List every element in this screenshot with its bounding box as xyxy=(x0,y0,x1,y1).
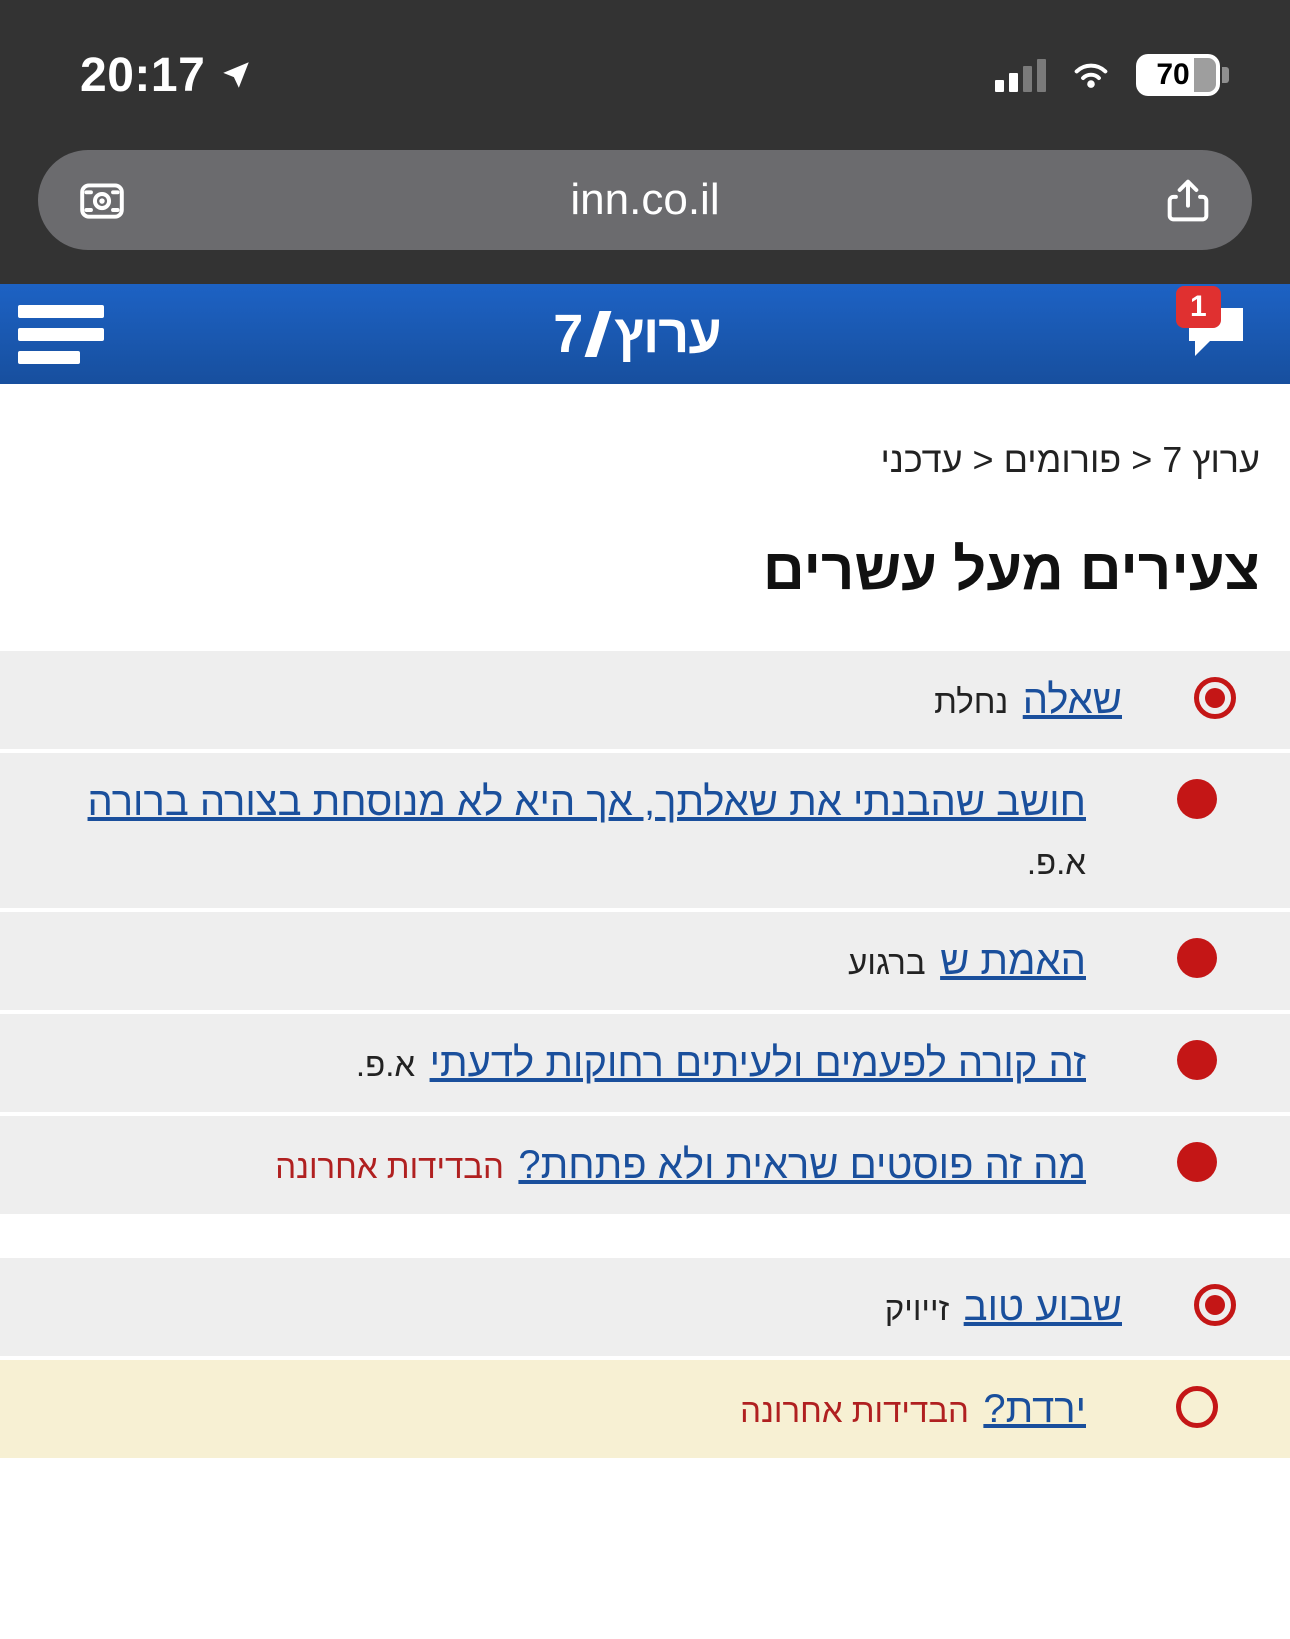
read-dot-icon xyxy=(1177,1142,1217,1182)
thread-marker-cell xyxy=(1104,1360,1290,1428)
battery-indicator xyxy=(1136,54,1220,96)
thread-author: ברגוע xyxy=(848,943,926,981)
location-arrow-icon xyxy=(219,58,253,92)
thread-title-link[interactable]: ירדת? xyxy=(983,1386,1086,1431)
thread-author: א.פ. xyxy=(355,1045,416,1083)
url-bar[interactable] xyxy=(38,150,1252,250)
thread-row[interactable] xyxy=(0,1014,1290,1116)
thread-row-body xyxy=(0,753,1104,908)
read-dot-icon xyxy=(1177,938,1217,978)
thread-marker-cell xyxy=(1104,912,1290,978)
thread-row-body xyxy=(0,912,1104,1010)
unread-ring-icon xyxy=(1194,677,1236,719)
thread-marker-cell xyxy=(1104,1014,1290,1080)
url-text[interactable]: inn.co.il xyxy=(570,175,720,224)
logo-slash-icon xyxy=(585,311,612,357)
thread-row[interactable] xyxy=(0,912,1290,1014)
notification-badge: 1 xyxy=(1176,286,1221,328)
cellular-signal-icon xyxy=(995,58,1046,92)
thread-title-link[interactable]: שבוע טוב xyxy=(963,1284,1122,1329)
thread-marker-cell xyxy=(1104,1116,1290,1182)
thread-title-link[interactable]: חושב שהבנתי את שאלתך, אך היא לא מנוסחת בצורה ברורה xyxy=(87,780,1086,824)
status-clock: 20:17 xyxy=(80,48,206,102)
site-logo-text: ערוץ xyxy=(614,304,721,364)
hamburger-menu-icon[interactable] xyxy=(18,305,104,364)
thread-title-link[interactable]: זה קורה לפעמים ולעיתים רחוקות לדעתי xyxy=(429,1040,1086,1085)
thread-row[interactable] xyxy=(0,1258,1290,1360)
thread-title-link[interactable]: האמת ש xyxy=(940,938,1086,983)
site-header xyxy=(0,284,1290,384)
thread-marker-cell xyxy=(1104,753,1290,819)
status-bar-right xyxy=(995,54,1220,96)
thread-title-link[interactable]: מה זה פוסטים שראית ולא פתחת? xyxy=(518,1142,1086,1187)
thread-author: נחלת xyxy=(934,683,1009,720)
empty-ring-icon xyxy=(1176,1386,1218,1428)
thread-title-link[interactable]: שאלה xyxy=(1022,678,1122,722)
battery-percent: 70 xyxy=(1156,58,1190,91)
thread-author: הבדידות אחרונה xyxy=(740,1391,969,1429)
thread-row-body xyxy=(0,1258,1140,1356)
site-logo-number: 7 xyxy=(553,304,583,364)
share-icon[interactable] xyxy=(1160,172,1216,228)
notifications-button[interactable] xyxy=(1170,290,1262,370)
site-logo[interactable] xyxy=(553,303,721,365)
thread-marker-cell xyxy=(1140,1258,1290,1326)
wifi-icon xyxy=(1068,58,1114,92)
unread-ring-icon xyxy=(1194,1284,1236,1326)
url-bar-container xyxy=(0,150,1290,284)
thread-row-body xyxy=(0,651,1140,749)
page-title: צעירים מעל עשרים xyxy=(762,537,1260,602)
camera-search-icon[interactable] xyxy=(74,172,130,228)
status-bar-left xyxy=(80,48,253,103)
thread-row[interactable] xyxy=(0,651,1290,753)
thread-author: הבדידות אחרונה xyxy=(275,1147,504,1185)
thread-author: א.פ. xyxy=(1026,844,1086,881)
thread-group xyxy=(0,651,1290,1218)
thread-list xyxy=(0,651,1290,1462)
thread-row-body xyxy=(0,1014,1104,1112)
browser-chrome xyxy=(0,0,1290,284)
thread-group xyxy=(0,1258,1290,1462)
thread-row-body xyxy=(0,1116,1104,1214)
breadcrumb[interactable]: ערוץ 7 < פורומים < עדכני xyxy=(880,439,1260,480)
thread-marker-cell xyxy=(1140,651,1290,719)
thread-row[interactable] xyxy=(0,753,1290,912)
thread-row[interactable] xyxy=(0,1116,1290,1218)
thread-author: זייויק xyxy=(884,1289,950,1327)
thread-row-highlighted[interactable] xyxy=(0,1360,1290,1462)
read-dot-icon xyxy=(1177,779,1217,819)
status-bar xyxy=(0,0,1290,150)
read-dot-icon xyxy=(1177,1040,1217,1080)
thread-row-body xyxy=(0,1360,1104,1458)
page-content xyxy=(0,384,1290,1639)
